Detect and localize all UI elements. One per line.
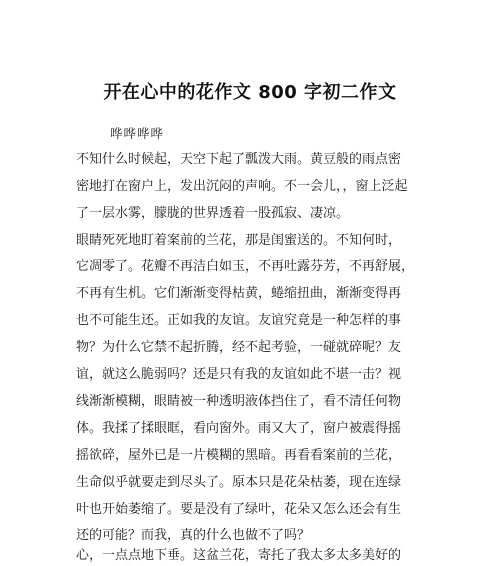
paragraph-line: 不再有生机。它们渐渐变得枯黄，蜷缩扭曲，渐渐变得再 — [76, 286, 402, 301]
paragraph-line: 不知什么时候起，天空下起了瓢泼大雨。黄豆般的雨点密 — [76, 152, 402, 167]
paragraph-line: 体。我揉了揉眼眶，看向窗外。雨又大了，窗户被震得摇 — [76, 421, 402, 436]
paragraph-line: 摇欲碎，屋外已是一片模糊的黑暗。再看看案前的兰花， — [76, 448, 402, 463]
paragraph-line: 物？为什么它禁不起折腾，经不起考验，一碰就碎呢？友 — [76, 340, 402, 355]
paragraph-line: 谊，就这么脆弱吗？还是只有我的友谊如此不堪一击？视 — [76, 367, 402, 382]
paragraph-line: 密地打在窗户上，发出沉闷的声响。不一会儿，，窗上泛起 — [76, 179, 408, 194]
document-title: 开在心中的花作文 800 字初二作文 — [103, 82, 397, 103]
paragraph-line: 叶也开始萎缩了。要是没有了绿叶，花朵又怎么还会有生 — [76, 502, 402, 517]
paragraph-line: 它凋零了。花瓣不再洁白如玉，不再吐露芬芳，不再舒展， — [76, 259, 415, 274]
paragraph-line: 眼睛死死地盯着案前的兰花，那是闺蜜送的。不知何时， — [76, 233, 402, 248]
author-name: 哗哗哗哗 — [110, 126, 165, 141]
paragraph-line: 生命似乎就要走到尽头了。原本只是花朵枯萎，现在连绿 — [76, 475, 402, 490]
paragraph-line: 线渐渐模糊，眼睛被一种透明液体挡住了，看不清任何物 — [76, 394, 402, 409]
paragraph-line: 心，一点点地下垂。这盆兰花，寄托了我太多太多美好的 — [76, 548, 402, 563]
paragraph-line: 也不可能生还。正如我的友谊。友谊究竟是一种怎样的事 — [76, 313, 402, 328]
paragraph-line: 还的可能？而我，真的什么也做不了吗？ — [76, 528, 311, 543]
paragraph-line: 了一层水雾，朦胧的世界透着一股孤寂、凄凉。 — [76, 206, 350, 221]
